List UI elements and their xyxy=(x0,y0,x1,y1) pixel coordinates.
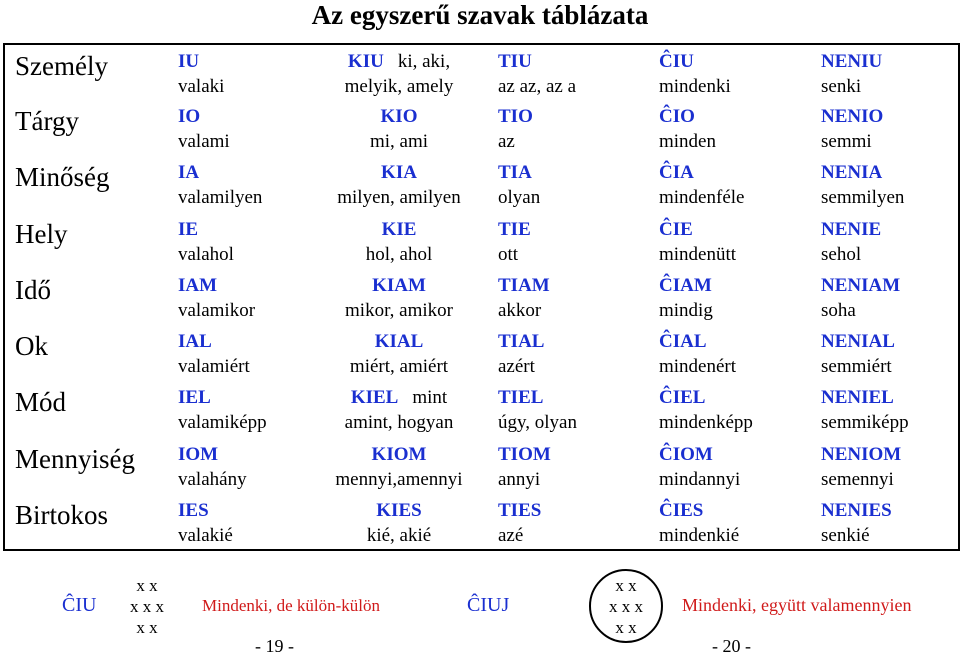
correlative-cell-n xyxy=(799,494,959,550)
category-label: Hely xyxy=(15,218,68,249)
hungarian-gloss: sehol xyxy=(821,243,862,265)
xs-left-bot: x x xyxy=(136,618,158,637)
esperanto-word: NENIEL xyxy=(821,387,894,409)
esperanto-word: NENIU xyxy=(821,51,883,72)
category-label: Mód xyxy=(15,387,67,418)
esperanto-word: IES xyxy=(178,499,209,521)
esperanto-word: IA xyxy=(178,162,200,184)
table-row xyxy=(4,44,959,100)
esperanto-word: IAL xyxy=(178,331,212,353)
correlative-cell-t xyxy=(484,100,639,156)
correlative-cell-k xyxy=(314,494,484,550)
ciu-word: ĈIU xyxy=(62,594,97,616)
hungarian-gloss: mindenkié xyxy=(659,524,740,546)
table-row xyxy=(4,269,959,325)
correlative-cell-n xyxy=(799,213,959,269)
correlatives-table xyxy=(3,43,960,551)
esperanto-word: TIA xyxy=(498,162,532,184)
correlative-cell-k xyxy=(314,100,484,156)
correlative-cell-n xyxy=(799,325,959,381)
table-row xyxy=(4,381,959,437)
table-row xyxy=(4,438,959,494)
correlative-cell-i xyxy=(166,381,314,437)
esperanto-word: KIA xyxy=(381,162,417,184)
hungarian-gloss: semennyi xyxy=(821,468,894,490)
hungarian-gloss: minden xyxy=(659,131,716,153)
correlative-cell-i xyxy=(166,44,314,100)
hungarian-gloss: ki, aki, xyxy=(397,51,451,72)
xs-left-top: x x xyxy=(136,576,158,595)
correlative-cell-k xyxy=(314,156,484,212)
correlative-cell-k xyxy=(314,438,484,494)
esperanto-word: NENIOM xyxy=(821,443,902,465)
hungarian-gloss: semmi xyxy=(821,131,872,153)
esperanto-word: IAM xyxy=(178,274,218,296)
ciuj-description: Mindenki, együtt valamennyien xyxy=(682,595,912,615)
hungarian-gloss: kié, akié xyxy=(366,524,432,546)
hungarian-gloss: az xyxy=(498,131,515,153)
esperanto-word: IE xyxy=(178,218,199,240)
xs-right-bot: x x xyxy=(615,618,637,637)
esperanto-word: NENIAL xyxy=(821,331,895,353)
correlative-cell-k xyxy=(314,44,484,100)
hungarian-gloss: semmiképp xyxy=(821,412,909,434)
hungarian-gloss: valaki xyxy=(178,76,225,97)
correlative-cell-i xyxy=(166,100,314,156)
esperanto-word: KIE xyxy=(381,218,417,240)
correlative-cell-t xyxy=(484,381,639,437)
esperanto-word: ĈIAM xyxy=(659,274,712,296)
hungarian-gloss: semmiért xyxy=(821,356,892,378)
hungarian-gloss: mindannyi xyxy=(659,468,741,490)
hungarian-gloss: mindenki xyxy=(659,76,731,97)
correlative-cell-n xyxy=(799,156,959,212)
hungarian-gloss: valamiért xyxy=(178,356,250,378)
table-row xyxy=(4,494,959,550)
correlative-cell-c xyxy=(639,325,799,381)
hungarian-gloss: azé xyxy=(498,524,524,546)
correlative-cell-c xyxy=(639,381,799,437)
hungarian-gloss: mi, ami xyxy=(369,131,429,153)
esperanto-word: KIES xyxy=(376,499,422,521)
esperanto-word: TIAM xyxy=(498,274,550,296)
correlative-cell-c xyxy=(639,269,799,325)
hungarian-gloss: valakié xyxy=(178,524,233,546)
category-label: Minőség xyxy=(15,162,110,193)
hungarian-gloss: miért, amiért xyxy=(349,356,449,378)
hungarian-gloss: senki xyxy=(821,76,862,97)
hungarian-gloss: azért xyxy=(498,356,535,378)
correlative-cell-i xyxy=(166,438,314,494)
hungarian-gloss: ott xyxy=(498,243,519,265)
hungarian-gloss: mindenféle xyxy=(659,187,745,209)
esperanto-word: TIAL xyxy=(498,331,545,353)
hungarian-gloss: mindig xyxy=(659,299,713,321)
correlative-cell-t xyxy=(484,213,639,269)
esperanto-word: TIO xyxy=(498,106,533,128)
category-label: Tárgy xyxy=(15,106,79,137)
hungarian-gloss: valamiképp xyxy=(178,412,267,434)
hungarian-gloss: úgy, olyan xyxy=(498,412,577,434)
esperanto-word: ĈIO xyxy=(659,106,695,128)
hungarian-gloss: soha xyxy=(821,299,856,321)
esperanto-word: KIO xyxy=(380,106,418,128)
esperanto-word: ĈIE xyxy=(659,218,693,240)
correlative-cell-k xyxy=(314,213,484,269)
hungarian-gloss: annyi xyxy=(498,468,541,490)
hungarian-gloss: milyen, amilyen xyxy=(337,187,461,209)
table-row xyxy=(4,100,959,156)
hungarian-gloss: mindenképp xyxy=(659,412,753,434)
esperanto-word: TIE xyxy=(498,218,531,240)
esperanto-word: TIU xyxy=(498,51,532,72)
esperanto-word: KIAM xyxy=(372,274,426,296)
category-label: Birtokos xyxy=(15,499,109,530)
esperanto-word: NENIA xyxy=(821,162,883,184)
hungarian-gloss: melyik, amely xyxy=(344,76,454,97)
correlative-cell-n xyxy=(799,438,959,494)
correlative-cell-t xyxy=(484,494,639,550)
table-row xyxy=(4,156,959,212)
esperanto-word: KIU xyxy=(347,51,384,72)
correlative-cell-n xyxy=(799,44,959,100)
esperanto-word: KIEL xyxy=(350,387,399,409)
esperanto-word: TIOM xyxy=(498,443,551,465)
hungarian-gloss: valamikor xyxy=(178,299,256,321)
hungarian-gloss: senkié xyxy=(821,524,870,546)
correlative-cell-k xyxy=(314,325,484,381)
esperanto-word: NENIO xyxy=(821,106,884,128)
esperanto-word: ĈIA xyxy=(659,162,694,184)
hungarian-gloss: mikor, amikor xyxy=(345,299,453,321)
esperanto-word: ĈIOM xyxy=(659,443,713,465)
correlative-cell-t xyxy=(484,44,639,100)
correlative-cell-i xyxy=(166,325,314,381)
hungarian-gloss: valahol xyxy=(178,243,234,265)
correlative-cell-c xyxy=(639,44,799,100)
ciu-description: Mindenki, de külön-külön xyxy=(202,596,381,615)
hungarian-gloss: olyan xyxy=(498,187,541,209)
hungarian-gloss: akkor xyxy=(498,299,542,321)
xs-left-mid: x x x xyxy=(130,597,164,616)
esperanto-word: NENIAM xyxy=(821,274,901,296)
correlative-cell-t xyxy=(484,269,639,325)
esperanto-word: KIOM xyxy=(371,443,427,465)
hungarian-gloss: mindenütt xyxy=(659,243,737,265)
correlative-cell-i xyxy=(166,213,314,269)
correlative-cell-k xyxy=(314,269,484,325)
correlative-cell-t xyxy=(484,325,639,381)
correlative-cell-c xyxy=(639,494,799,550)
esperanto-word: IU xyxy=(178,51,200,72)
page-number-right: - 20 - xyxy=(712,636,751,656)
word-line xyxy=(314,49,484,74)
correlative-cell-i xyxy=(166,494,314,550)
correlative-cell-k xyxy=(314,381,484,437)
esperanto-word: NENIE xyxy=(821,218,882,240)
hungarian-gloss: az az, az a xyxy=(498,76,577,97)
hungarian-gloss: valamilyen xyxy=(178,187,263,209)
esperanto-word: KIAL xyxy=(374,331,424,353)
correlative-cell-c xyxy=(639,213,799,269)
correlative-cell-i xyxy=(166,269,314,325)
word-line xyxy=(314,385,484,410)
esperanto-word: IOM xyxy=(178,443,219,465)
correlative-cell-t xyxy=(484,438,639,494)
correlative-cell-n xyxy=(799,100,959,156)
xs-right-top: x x xyxy=(615,576,637,595)
category-label: Ok xyxy=(15,331,48,362)
table-row xyxy=(4,213,959,269)
correlative-cell-c xyxy=(639,438,799,494)
esperanto-word: ĈIAL xyxy=(659,331,707,353)
esperanto-word: IO xyxy=(178,106,201,128)
category-label: Személy xyxy=(15,51,108,81)
correlative-cell-i xyxy=(166,156,314,212)
page-title: Az egyszerű szavak táblázata xyxy=(311,0,649,30)
hungarian-gloss: valami xyxy=(178,131,230,153)
esperanto-word: TIES xyxy=(498,499,542,521)
esperanto-word: NENIES xyxy=(821,499,892,521)
correlative-cell-c xyxy=(639,156,799,212)
category-label: Idő xyxy=(15,274,51,305)
hungarian-gloss: mint xyxy=(412,387,448,409)
esperanto-word: ĈIU xyxy=(659,51,694,72)
hungarian-gloss: valahány xyxy=(178,468,247,490)
page-number-left: - 19 - xyxy=(255,636,294,656)
hungarian-gloss: mindenért xyxy=(659,356,737,378)
correlative-cell-n xyxy=(799,269,959,325)
table-row xyxy=(4,325,959,381)
esperanto-word: ĈIEL xyxy=(659,387,706,409)
correlative-cell-c xyxy=(639,100,799,156)
hungarian-gloss: amint, hogyan xyxy=(344,412,454,434)
esperanto-word: TIEL xyxy=(498,387,544,409)
correlative-cell-t xyxy=(484,156,639,212)
ciuj-word: ĈIUJ xyxy=(467,594,510,616)
esperanto-word: ĈIES xyxy=(659,499,704,521)
hungarian-gloss: mennyi,amennyi xyxy=(335,468,463,490)
category-label: Mennyiség xyxy=(15,443,135,474)
hungarian-gloss: hol, ahol xyxy=(365,243,433,265)
esperanto-word: IEL xyxy=(178,387,211,409)
hungarian-gloss: semmilyen xyxy=(821,187,905,209)
correlative-cell-n xyxy=(799,381,959,437)
xs-right-mid: x x x xyxy=(609,597,643,616)
